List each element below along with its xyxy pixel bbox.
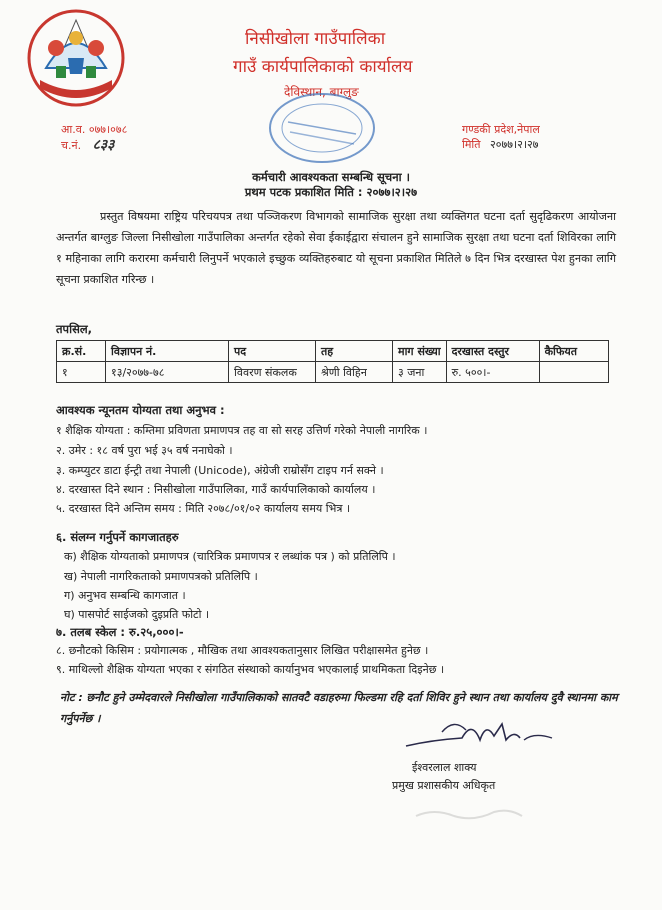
requirement-item: ४. दरखास्त दिने स्थान : निसीखोला गाउँपालिका, गाउँ कार्यपालिकाको कार्यालय । [56, 483, 376, 496]
date-value: २०७७।२।२७ [490, 138, 539, 151]
fiscal-year: आ.व. ०७७।०७८ [61, 123, 128, 136]
notice-title: कर्मचारी आवश्यकता सम्बन्धि सूचना । [252, 170, 410, 184]
office-name: गाउँ कार्यपालिकाको कार्यालय [233, 57, 413, 77]
table-cell: १३/२०७७-७८ [106, 362, 229, 383]
table-cell: १ [57, 362, 106, 383]
table-cell [539, 362, 608, 383]
document-item: क) शैक्षिक योग्यताको प्रमाणपत्र (चारित्रिक प्रमाणपत्र र लब्धांक पत्र ) को प्रतिलिपि । [64, 550, 396, 563]
document-item: ग) अनुभव सम्बन्धि कागजात । [64, 589, 186, 602]
published-date: प्रथम पटक प्रकाशित मिति : २०७७।२।२७ [244, 185, 418, 199]
nepal-emblem [26, 8, 126, 108]
table-cell: श्रेणी विहिन [316, 362, 393, 383]
ref-number: ८३३ [92, 137, 115, 153]
table-header: कैफियत [539, 341, 608, 362]
table-header: विज्ञापन नं. [106, 341, 229, 362]
document-item: घ) पासपोर्ट साईजको दुइप्रति फोटो । [64, 608, 210, 621]
date-label: मिति [462, 138, 481, 151]
table-cell: ३ जना [393, 362, 447, 383]
date-line [462, 137, 538, 152]
requirement-item: ३. कम्प्युटर डाटा ईन्ट्री तथा नेपाली (Unicode), अंग्रेजी राम्रोसँग टाइप गर्न सक्ने । [56, 464, 384, 477]
faint-mark [414, 804, 524, 824]
table-cell: रु. ५००।- [446, 362, 539, 383]
municipality-name: निसीखोला गाउँपालिका [245, 29, 386, 49]
priority-clause: ९. माथिल्लो शैक्षिक योग्यता भएका र संगठित संस्थाको कार्यानुभव भएकालाई प्राथमिकता दिइनेछ । [56, 663, 445, 676]
document-item: ख) नेपाली नागरिकताको प्रमाणपत्रको प्रतिलिपि । [64, 570, 258, 583]
signature [402, 710, 562, 760]
vacancy-table [56, 340, 609, 383]
body-paragraph: प्रस्तुत विषयमा राष्ट्रिय परिचयपत्र तथा पञ्जिकरण विभागको सामाजिक सुरक्षा तथा व्यक्तिगत घटना दर्ता सुदृढिकरण आयोजना अन्तर्गत बाग्लुङ जिल्ला निसीखोला गाउँपालिका अन्तर्गत रहेको सेवा ईकाईद्वारा संचालन हुने सामाजिक सुरक्षा तथा घटना दर्ता शिविरका लागि १ महिनाका लागि करारमा कर्मचारी लिनुपर्ने भएकाले इच्छुक व्यक्तिहरुबाट यो सूचना प्रकाशित मितिले ७ दिन भित्र दरखास्त पेश हुनका लागि सूचना प्रकाशित गरिन्छ । [56, 210, 616, 286]
documents-heading: ६. संलग्न गर्नुपर्ने कागजातहरु [56, 530, 179, 544]
reference-number [61, 135, 114, 154]
table-header: दरखास्त दस्तुर [446, 341, 539, 362]
table-header-row [57, 341, 609, 362]
requirement-item: ५. दरखास्त दिने अन्तिम समय : मिति २०७८/०१/०२ कार्यालय समय भित्र । [56, 502, 351, 515]
details-label: तपसिल, [56, 322, 93, 336]
selection-method: ८. छनौटको किसिम : प्रयोगात्मक , मौखिक तथा आवश्यकतानुसार लिखित परीक्षासमेत हुनेछ । [56, 644, 429, 657]
table-header: माग संख्या [393, 341, 447, 362]
office-stamp [268, 92, 376, 164]
requirements-heading: आवश्यक न्यूनतम योग्यता तथा अनुभव : [56, 403, 225, 417]
signatory-name: ईश्वरलाल शाक्य [412, 761, 477, 774]
province: गण्डकी प्रदेश,नेपाल [462, 123, 540, 136]
office-address: देविस्थान, बाग्लुङ [284, 85, 359, 99]
table-header: तह [316, 341, 393, 362]
table-cell: विवरण संकलक [229, 362, 316, 383]
note-text: नोट : छनौट हुने उम्मेदवारले निसीखोला गाउँपालिकाको सातवटै वडाहरुमा फिल्डमा रहि दर्ता शिविर हुने स्थान तथा कार्यालय दुवै स्थानमा काम गर्नुपर्नेछ । [60, 691, 618, 725]
table-header: क्र.सं. [57, 341, 106, 362]
signatory-title: प्रमुख प्रशासकीय अधिकृत [392, 779, 496, 792]
ref-label: च.नं. [61, 139, 82, 152]
salary-scale: ७. तलब स्केल : रु.२५,०००।- [56, 625, 184, 639]
table-header: पद [229, 341, 316, 362]
requirement-item: १ शैक्षिक योग्यता : कम्तिमा प्रविणता प्रमाणपत्र तह वा सो सरह उत्तिर्ण गरेको नेपाली नागरिक । [56, 424, 428, 437]
requirement-item: २. उमेर : १८ वर्ष पुरा भई ३५ वर्ष ननाघेको । [56, 444, 233, 457]
table-row [57, 362, 609, 383]
